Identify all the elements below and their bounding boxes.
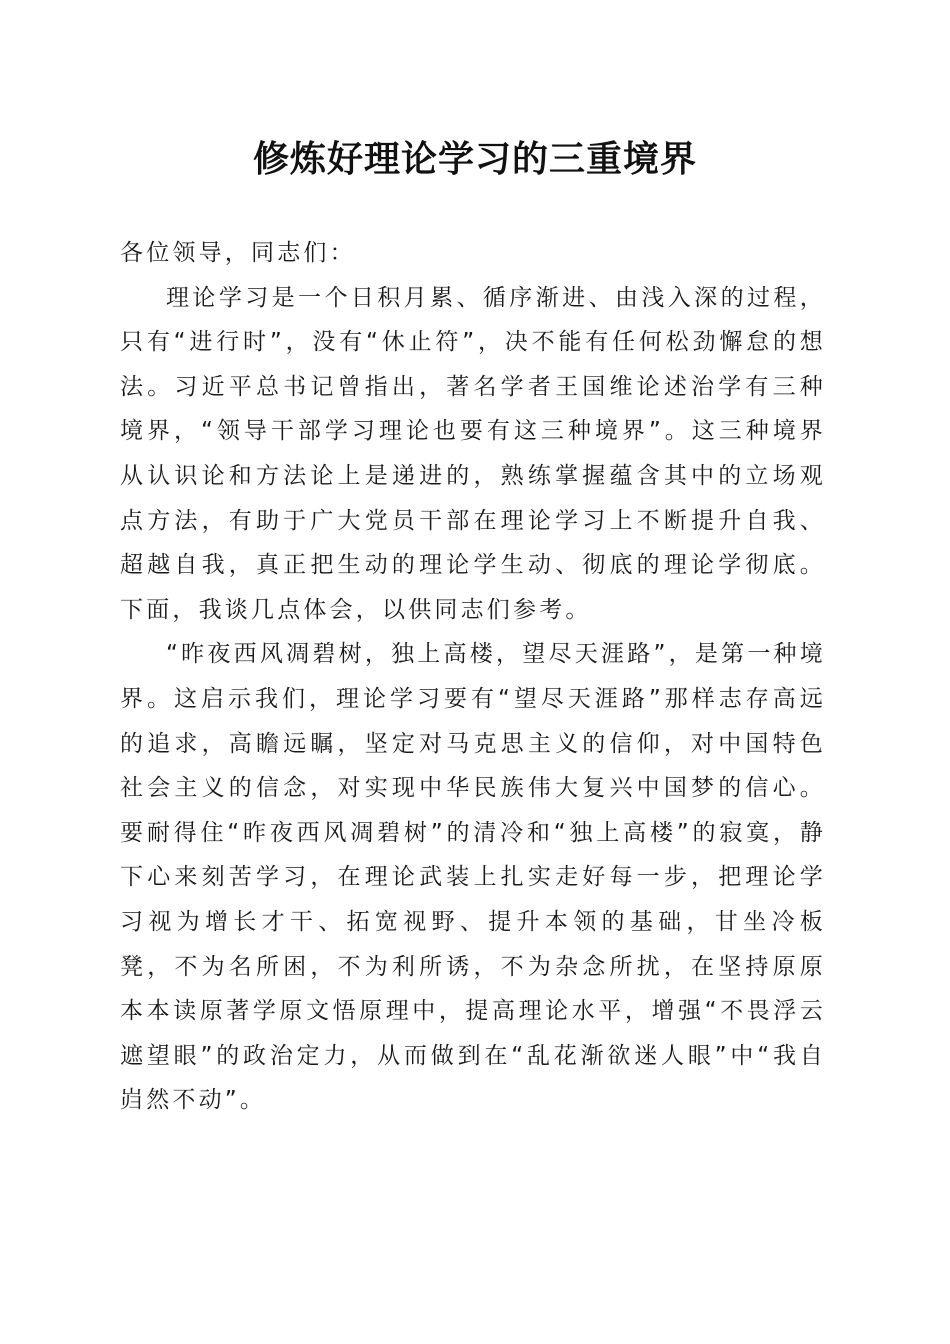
document-title: 修炼好理论学习的三重境界 (252, 138, 697, 180)
document-body (120, 231, 826, 1123)
paragraph-first-realm: “昨夜西风凋碧树，独上高楼，望尽天涯路”，是第一种境界。这启示我们，理论学习要有“望尽天涯路”那样志存高远的追求，高瞻远瞩，坚定对马克思主义的信仰，对中国特色社会主义的信念，对实现中华民族伟大复兴中国梦的信心。要耐得住“昨夜西风凋碧树”的清冷和“独上高楼”的寂寞，静下心来刻苦学习，在理论武装上扎实走好每一步，把理论学习视为增长才干、拓宽视野、提升本领的基础，甘坐冷板凳，不为名所困，不为利所诱，不为杂念所扰，在坚持原原本本读原著学原文悟原理中，提高理论水平，增强“不畏浮云遮望眼”的政治定力，从而做到在“乱花渐欲迷人眼”中“我自岿然不动”。 (120, 641, 826, 1114)
salutation: 各位领导，同志们： (120, 240, 356, 266)
paragraph-intro: 理论学习是一个日积月累、循序渐进、由浅入深的过程，只有“进行时”，没有“休止符”，决不能有任何松劲懈怠的想法。习近平总书记曾指出，著名学者王国维论述治学有三种境界，“领导干部学习理论也要有这三种境界”。这三种境界从认识论和方法论上是递进的，熟练掌握蕴含其中的立场观点方法，有助于广大党员干部在理论学习上不断提升自我、超越自我，真正把生动的理论学生动、彻底的理论学彻底。下面，我谈几点体会，以供同志们参考。 (120, 284, 826, 623)
